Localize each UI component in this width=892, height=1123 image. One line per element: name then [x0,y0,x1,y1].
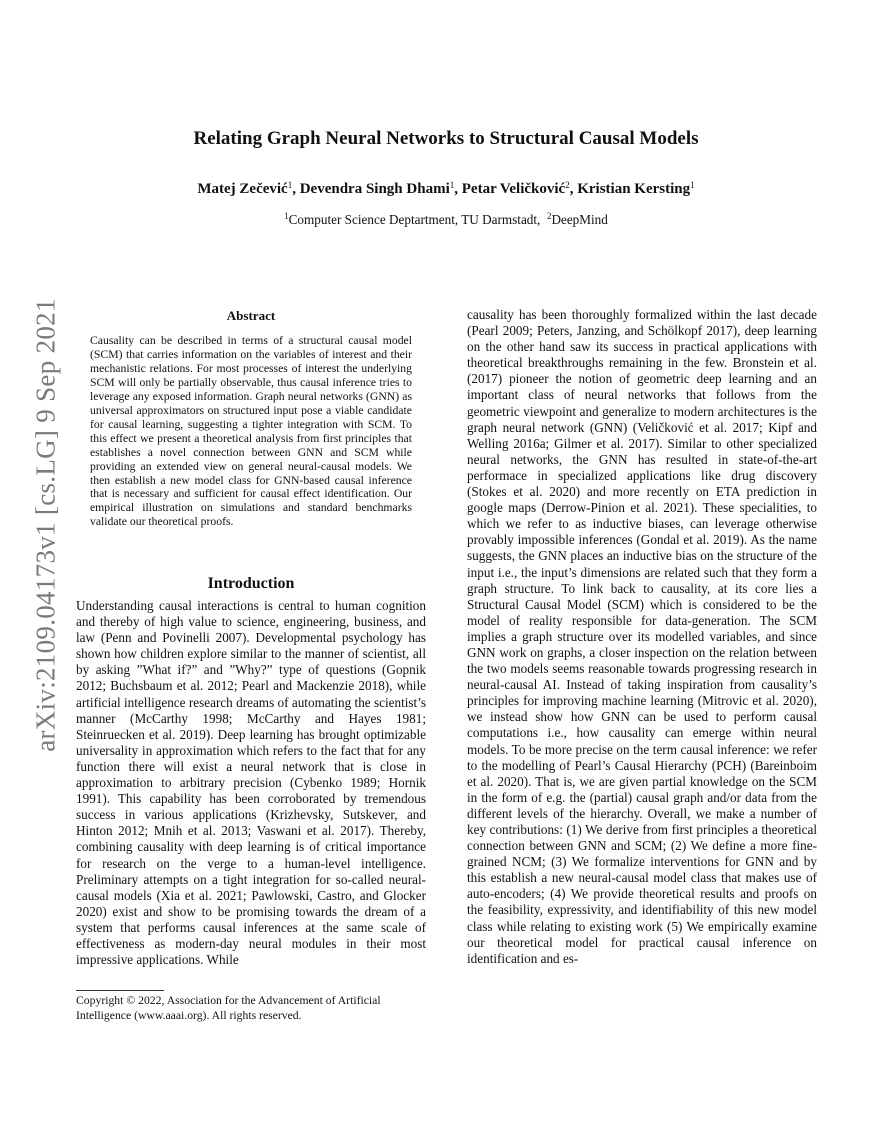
arxiv-id-text: arXiv:2109.04173v1 [cs.LG] 9 Sep 2021 [30,298,61,752]
author: Kristian Kersting$^1$ [577,180,695,197]
author: Devendra Singh Dhami$^1$, [299,180,462,197]
abstract-heading: Abstract [226,308,276,323]
affiliation: DeepMind [551,212,608,227]
arxiv-identifier [26,290,66,760]
introduction-body: Understanding causal interactions is central to human cognition and thereby of high value to science, engineering, business, and law (Penn and Povinelli 2007). Developmental psychology has shown how children explore similar to the manner of scientist, all by asking ”What if?” and ”Why?” type of questions (Gopnik 2012; Buchsbaum et al. 2012; Pearl and Mackenzie 2018), while artificial intelligence research dreams of automating the scientist’s manner (McCarthy 1998; McCarthy and Hayes 1981; Steinruecken et al. 2019). Deep learning has brought optimizable universality in approximation which refers to the fact that for any function there will exist a neural network that is close in approximation to arbitrary precision (Cybenko 1989; Hornik 1991). This capability has been corroborated by tremendous success in various applications (Krizhevsky, Sutskever, and Hinton 2012; Mnih et al. 2013; Vaswani et al. 2017). Thereby, combining causality with deep learning is of critical importance for research on the verge to a human-level intelligence. Preliminary attempts on a tight integration for so-called neural-causal models (Xia et al. 2021; Pawlowski, Castro, and Glocker 2020) exist and show to be promising towards the dream of a system that performs causal inferences at the same scale of effectiveness as modern-day neural modules in their most impressive applications. While [76,598,426,968]
affiliation: Computer Science Deptartment, TU Darmstadt, [288,212,544,227]
footnote-rule [76,990,164,991]
author: Petar Veličković$^2$, [461,180,578,197]
author-list [0,180,892,198]
introduction-continuation: causality has been thoroughly formalized within the last decade (Pearl 2009; Peters, Janzing, and Schölkopf 2017), deep learning on the other hand saw its success in practical applications with theoretical breakthroughs remaining in the few. Bronstein et al. (2017) pioneer the notion of geometric deep learning and an important class of neural networks that follows from the geometric viewpoint and generalize to modern architectures is the graph neural network (GNN) (Veličković et al. 2017; Kipf and Welling 2016a; Gilmer et al. 2017). Similar to other specialized neural networks, the GNN has resulted in state-of-the-art performace in specialized applications like drug discovery (Stokes et al. 2020) and more recently on ETA prediction in google maps (Derrow-Pinion et al. 2021). These specialities, to which we refer to as inductive biases, can leverage otherwise provably impossible inferences (Gondal et al. 2019). As the name suggests, the GNN places an inductive bias on the structure of the input i.e., the input’s dimensions are related such that they form a graph structure. To link back to causality, at its core lies a Structural Causal Model (SCM) which is considered to be the model of reality responsible for data-generation. The SCM implies a graph structure over its modelled variables, and since GNN work on graphs, a closer inspection on the relation between the two models seems reasonable towards progressing research in neural-causal AI. Instead of taking inspiration from causality’s principles for improving machine learning (Mitrovic et al. 2020), we instead show how GNN can be used to perform causal computations i.e., how causality can emerge within neural models. To be more precise on the term causal inference: we refer to the modelling of Pearl’s Causal Hierarchy (PCH) (Bareinboim et al. 2020). That is, we are given partial knowledge on the SCM in the form of e.g. the (partial) causal graph and/or data from the different levels of the hierarchy. Overall, we make a number of key contributions: (1) We derive from first principles a theoretical connection between GNN and SCM; (2) We define a more fine-grained NCM; (3) We formalize interventions for GNN and by this establish a new neural-causal model class that makes use of auto-encoders; (4) We provide theoretical results and proofs on the feasibility, expressivity, and identifiability of this new model class while relating to existing work (5) We empirically examine our theoretical model for practical causal inference on identification and es- [467,307,817,966]
affiliations: $^1$Computer Science Deptartment, TU Darmstadt, $^2$DeepMind [284,211,608,227]
author: Matej Zečević$^1$, [197,180,300,197]
abstract-body: Causality can be described in terms of a structural causal model (SCM) that carries information on the variables of interest and their mechanistic relations. For most processes of interest the underlying SCM will only be partially observable, thus causal inference tries to leverage any exposed information. Graph neural networks (GNN) as universal approximators on structured input pose a viable candidate for causal learning, suggesting a tighter integration with SCM. To this effect we present a theoretical analysis from first principles that establishes a novel connection between GNN and SCM while providing an extended view on general neural-causal models. We then establish a new model class for GNN-based causal inference that is necessary and sufficient for causal effect identification. Our empirical illustration on simulations and standard benchmarks validate our theoretical proofs. [90,334,412,529]
paper-title: Relating Graph Neural Networks to Structural Causal Models [193,128,699,149]
copyright-footnote: Copyright © 2022, Association for the Advancement of Artificial Intelligence (www.aaai.org). All rights reserved. [76,994,381,1022]
introduction-heading: Introduction [207,575,295,592]
